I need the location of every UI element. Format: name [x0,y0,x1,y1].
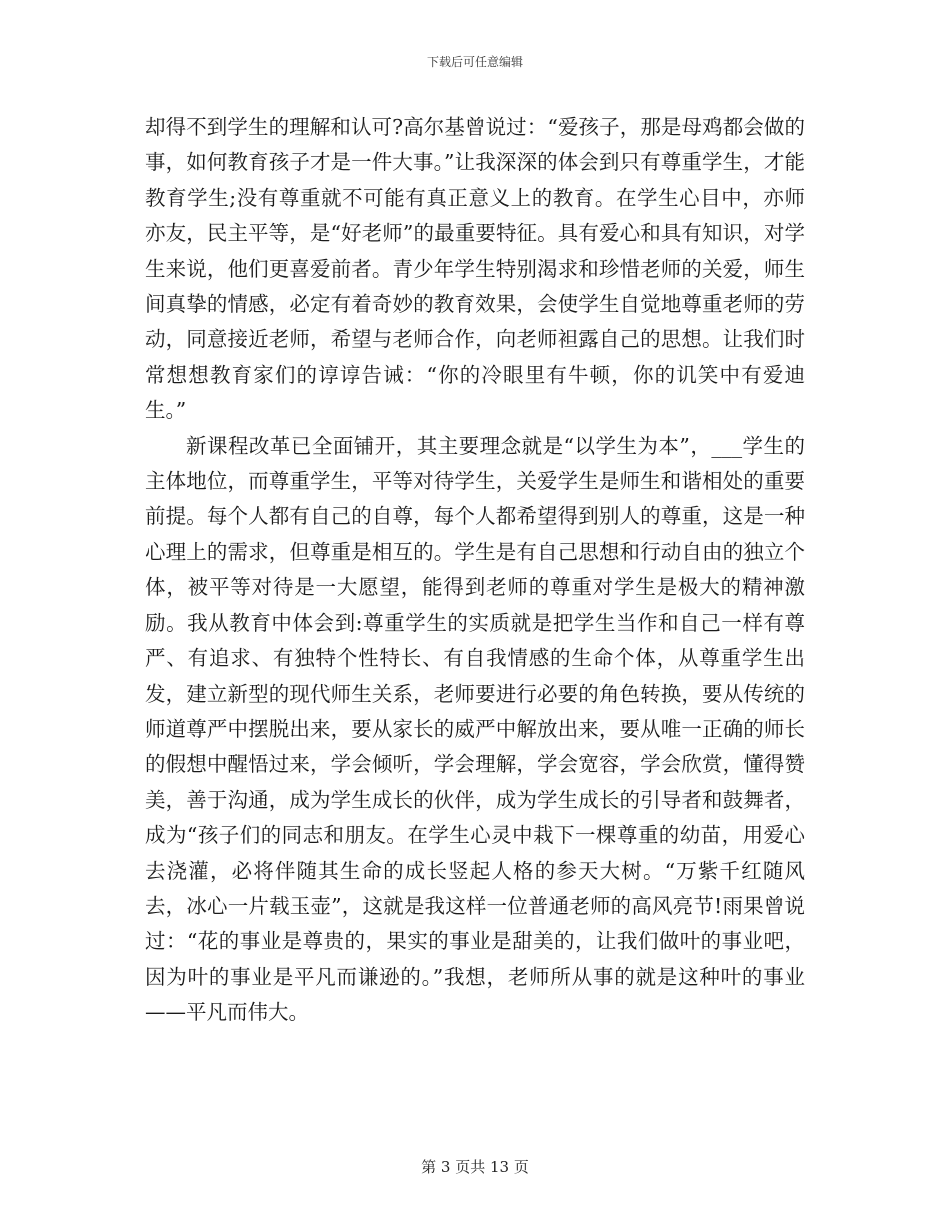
paragraph-1: 却得不到学生的理解和认可?高尔基曾说过：“爱孩子，那是母鸡都会做的事，如何教育孩子才是一件大事。”让我深深的体会到只有尊重学生，才能教育学生;没有尊重就不可能有真正意义上的教育。在学生心目中，亦师亦友，民主平等，是“好老师”的最重要特征。具有爱心和具有知识，对学生来说，他们更喜爱前者。青少年学生特别渴求和珍惜老师的关爱，师生间真挚的情感，必定有着奇妙的教育效果，会使学生自觉地尊重老师的劳动，同意接近老师，希望与老师合作，向老师袒露自己的思想。让我们时常想想教育家们的谆谆告诫：“你的冷眼里有牛顿，你的讥笑中有爱迪生。” [145,115,805,423]
document-body [145,110,805,1031]
page-footer: 第 3 页共 13 页 [421,1158,529,1176]
page-header: 下载后可任意编辑 [426,55,523,69]
paragraph-2: 新课程改革已全面铺开，其主要理念就是“以学生为本”，___学生的主体地位，而尊重学生，平等对待学生，关爱学生是师生和谐相处的重要前提。每个人都有自己的自尊，每个人都希望得到别人的尊重，这是一种心理上的需求，但尊重是相互的。学生是有自己思想和行动自由的独立个体，被平等对待是一大愿望，能得到老师的尊重对学生是极大的精神激励。我从教育中体会到:尊重学生的实质就是把学生当作和自己一样有尊严、有追求、有独特个性特长、有自我情感的生命个体，从尊重学生出发，建立新型的现代师生关系，老师要进行必要的角色转换，要从传统的师道尊严中摆脱出来，要从家长的威严中解放出来，要从唯一正确的师长的假想中醒悟过来，学会倾听，学会理解，学会宽容，学会欣赏，懂得赞美，善于沟通，成为学生成长的伙伴，成为学生成长的引导者和鼓舞者，成为“孩子们的同志和朋友。在学生心灵中栽下一棵尊重的幼苗，用爱心去浇灌，必将伴随其生命的成长竖起人格的参天大树。“万紫千红随风去，冰心一片载玉壶”，这就是我这样一位普通老师的高风亮节!雨果曾说过：“花的事业是尊贵的，果实的事业是甜美的，让我们做叶的事业吧，因为叶的事业是平凡而谦逊的。”我想，老师所从事的就是这种叶的事业——平凡而伟大。 [145,433,805,1025]
